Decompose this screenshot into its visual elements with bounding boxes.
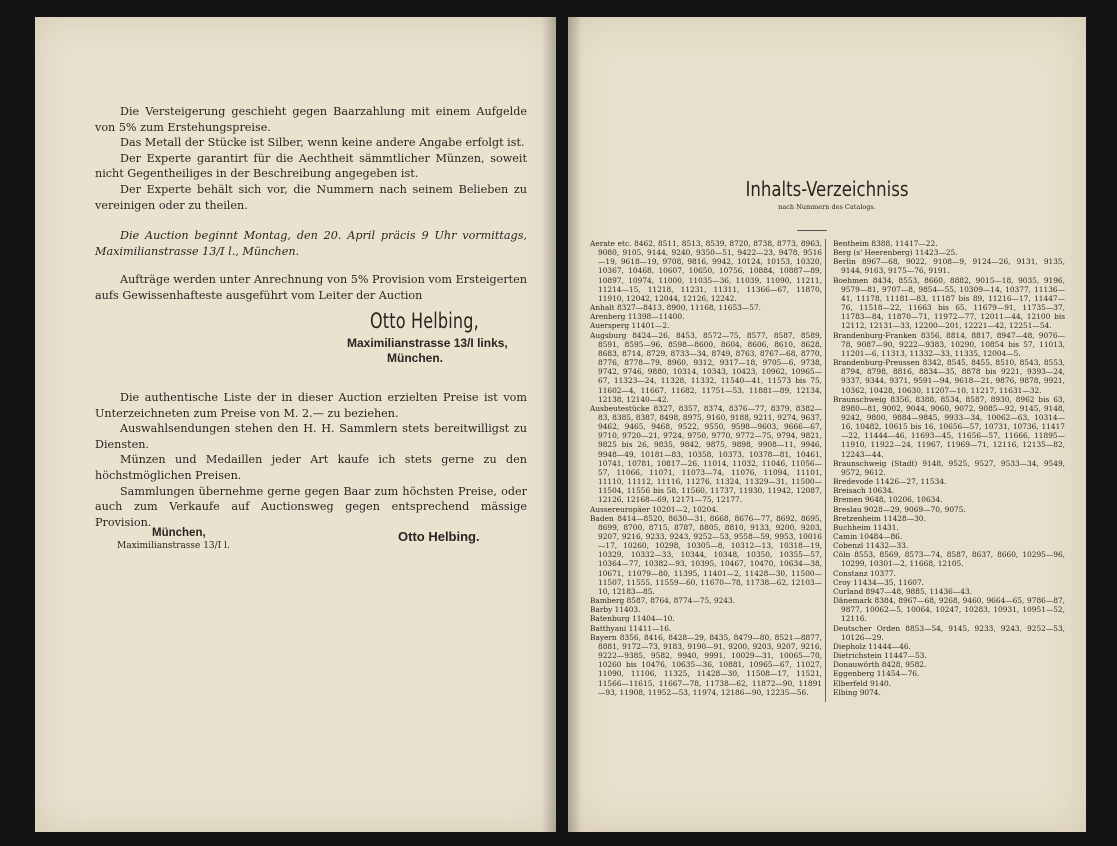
index-entry: Berlin 8967—68, 9022, 9108—9, 9124—26, 9131, 9135, 9144, 9163, 9175—76, 9191.: [833, 257, 1065, 276]
notice-paragraph: Auswahlsendungen stehen den H. H. Sammlern stets bereitwilligst zu Diensten.: [95, 422, 527, 451]
index-entry: Baden 8414—8520, 8630—31, 8668, 8676—77, 8692, 8695, 8699, 8700, 8715, 8787, 8805, 8810, 9133, 9200, 9203, 9207, 9216, 9233, 9243, 9252—53, 9558—59, 9953, 10016—17, 10260, 10298, 10305—8, 10312—13, 10318—19, 10329, 10332—33, 10344, 10348, 10350, 10355—57, 10364—77, 10382—93, 10395, 10467, 10470, 10634—38, 10671, 11079—80, 11395, 11401—2, 11428—30, 11500—11507, 11555, 11559—60, 11670—78, 11738—62, 12103—10, 12183—85.: [590, 513, 822, 596]
signature-address: Maximilianstrasse 13/I l.: [117, 541, 230, 551]
commission-block: [95, 272, 527, 303]
index-entry: Aussereuropäer 10201—2, 10204.: [590, 504, 719, 514]
left-page: [35, 17, 556, 832]
index-entry: Cöln 8553, 8569, 8573—74, 8587, 8637, 8660, 10295—96, 10299, 10301—2, 11668, 12105.: [833, 550, 1065, 569]
index-entry: Constanz 10377.: [833, 568, 896, 578]
terms-paragraph: Der Experte behält sich vor, die Nummern nach seinem Belieben zu vereinigen oder zu theilen.: [95, 182, 527, 212]
index-column-1: [590, 239, 822, 697]
index-entry: Brandenburg-Preussen 8342, 8545, 8455, 8510, 8543, 8553, 8794, 8798, 8816, 8834—35, 8878 bis 9221, 9393—24, 9337, 9344, 9371, 9591—94, 9618—21, 9876, 9878, 9921, 10362, 10428, 10630, 11207—10, 11217, 11631—32.: [833, 358, 1065, 395]
index-entry: Croy 11434—35, 11607.: [833, 577, 925, 587]
index-entry: Bayern 8356, 8416, 8428—29, 8435, 8479—80, 8521—8877, 8881, 9172—73, 9183, 9190—91, 9200, 9203, 9207, 9216, 9222—9385, 9582, 9940, 9991, 10029—31, 10065—70, 10260 bis 10476, 10635—36, 10881, 10965—67, 11027, 11090, 11106, 11325, 11428—30, 11508—17, 11521, 11566—11615, 11667—78, 11738—62, 11872—90, 11891—93, 11908, 11952—53, 11974, 12186—90, 12235—56.: [590, 632, 822, 697]
index-entry: Elberfeld 9140.: [833, 678, 892, 688]
firm-name: Otto Helbing,: [370, 309, 479, 333]
index-entry: Aerate etc. 8462, 8511, 8513, 8539, 8720, 8738, 8773, 8963, 9080, 9105, 9144, 9240, 9350—51, 9422—23, 9478, 9516—19, 9618—19, 9708, 9816, 9942, 10124, 10153, 10320, 10367, 10468, 10607, 10650, 10756, 10884, 10887—89, 10897, 10974, 11000, 11035—36, 11039, 11090, 11211, 11214—15, 11218, 11231, 11311, 11366—67, 11870, 11910, 12042, 12044, 12126, 12242.: [590, 239, 822, 303]
notice-paragraph: Münzen und Medaillen jeder Art kaufe ich stets gerne zu den höchstmöglichen Preisen.: [95, 453, 527, 482]
index-entry: Deutscher Orden 8853—54, 9145, 9233, 9243, 9252—53, 10126—29.: [833, 623, 1065, 642]
index-entry: Anhalt 8327—8413, 8900, 11168, 11653—57.: [590, 303, 762, 313]
right-page: [568, 17, 1086, 832]
index-entry: Barby 11403.: [590, 605, 641, 615]
index-entry: Bretzenheim 11428—30.: [833, 513, 926, 523]
index-entry: Bentheim 8388, 11417—22.: [833, 239, 938, 248]
index-entry: Braunschweig 8356, 8388, 8534, 8587, 8930, 8962 bis 63, 8980—81, 9002, 9044, 9060, 9072, 9085—92, 9145, 9148, 9242, 9800, 9884—9845, 9933—34, 10062—63, 10314—16, 10482, 10615 bis 16, 10656—57, 10731, 10736, 11417—22, 11444—46, 11693—45, 11656—57, 11666, 11895—11910, 11922—24, 11967, 11969—71, 12116, 12135—82, 12243—44.: [833, 394, 1065, 459]
index-entry: Bremen 9648, 10206, 10634.: [833, 495, 943, 505]
index-entry: Bamberg 8587, 8764, 8774—75, 9243.: [590, 596, 736, 606]
notice-paragraph: Die authentische Liste der in dieser Auction erzielten Preise ist vom Unterzeichneten zum Preise von M. 2.— zu beziehen.: [95, 391, 527, 420]
index-entry: Augsburg 8424—26, 8453, 8572—75, 8577, 8587, 8589, 8591, 8595—96, 8598—8600, 8604, 8606, 8610, 8628, 8683, 8714, 8729, 8733—34, 8749, 8763, 8767—68, 8770, 8776, 8778—79, 8960, 9312, 9317—18, 9705—6, 9738, 9742, 9746, 9880, 10314, 10343, 10423, 10962, 10965—67, 11323—24, 11328, 11332, 11540—41, 11573 bis 75, 11602—4, 11667, 11682, 11751—53, 11881—89, 12134, 12138, 12140—42.: [590, 330, 822, 404]
gutter-shadow: [568, 17, 582, 832]
index-entry: Boehmen 8434, 8553, 8660, 8882, 9015—18, 9035, 9196, 9579—81, 9707—8, 9854—55, 10309—14, 10377, 11136—41, 11178, 11181—83, 11187 bis 89, 11216—17, 11447—76, 11518—22, 11663 bis 65, 11679—91, 11735—37, 11783—84, 11870—71, 11972—77, 12011—44, 12100 bis 12112, 12131—33, 12200—201, 12221—42, 12251—54.: [833, 275, 1065, 331]
index-entry: Diepholz 11444—46.: [833, 641, 911, 651]
commission-note: Aufträge werden unter Anrechnung von 5% Provision vom Ersteigerten aufs Gewissenhafteste ausgeführt vom Leiter der Auction: [95, 273, 527, 302]
gutter-shadow: [542, 17, 556, 832]
index-entry: Breisach 10634.: [833, 486, 895, 496]
index-entry: Ausbeutestücke 8327, 8357, 8374, 8376—77, 8379, 8382—83, 8385, 8387, 8498, 8975, 9160, 9188, 9211, 9274, 9637, 9462, 9465, 9468, 9522, 9550, 9598—9603, 9666—67, 9710, 9720—21, 9724, 9750, 9770, 9772—75, 9794, 9821, 9825 bis 26, 9835, 9842, 9875, 9898, 9908—11, 9946, 9948—49, 10181—83, 10358, 10373, 10378—81, 10461, 10741, 10781, 10817—26, 11014, 11032, 11046, 11056—57, 11066, 11071, 11073—74, 11076, 11094, 11101, 11110, 11112, 11116, 11276, 11324, 11329—31, 11500—11504, 11556 bis 58, 11560, 11737, 11930, 11942, 12087, 12126, 12168—69, 12171—75, 12177.: [590, 403, 822, 505]
terms-paragraph: Die Versteigerung geschieht gegen Baarzahlung mit einem Aufgelde von 5% zum Erstehungspreise.: [95, 105, 527, 134]
index-subtitle: nach Nummern des Catalogs.: [778, 203, 876, 211]
index-entry: Batthyani 11411—16.: [590, 623, 672, 633]
index-title: Inhalts-Verzeichniss: [745, 177, 909, 201]
index-entry: Batenburg 11404—10.: [590, 614, 675, 624]
title-divider: [797, 230, 827, 231]
index-column-2: [833, 239, 1065, 697]
index-entry: Donauwörth 8428, 9582.: [833, 660, 927, 670]
column-divider: [825, 239, 826, 702]
terms-paragraph: Das Metall der Stücke ist Silber, wenn keine andere Angabe erfolgt ist.: [120, 136, 525, 150]
index-entry: Elbing 9074.: [833, 687, 881, 697]
index-entry: Bredevode 11426—27, 11534.: [833, 477, 947, 487]
terms-paragraph: Der Experte garantirt für die Aechtheit sämmtlicher Münzen, soweit nicht Gegentheiliges in der Beschreibung angegeben ist.: [95, 151, 527, 181]
index-entry: Dietrichstein 11447—53.: [833, 651, 927, 661]
firm-city: München.: [387, 351, 443, 365]
index-entry: Eggenberg 11454—76.: [833, 669, 920, 679]
index-entry: Berg (s' Heerenberg) 11423—25.: [833, 248, 958, 258]
index-entry: Auersperg 11401—2.: [590, 321, 670, 331]
auction-date: Die Auction beginnt Montag, den 20. April präcis 9 Uhr vormittags, Maximilianstrasse 13/I l., München.: [95, 229, 527, 258]
signature-name: Otto Helbing.: [398, 529, 480, 544]
index-entry: Cobenzl 11432—33.: [833, 541, 909, 551]
notice-paragraph: Sammlungen übernehme gerne gegen Baar zum höchsten Preise, oder auch zum Verkaufe auf Auctionsweg gegen entsprechend mässige Provision.: [95, 484, 527, 529]
firm-address: Maximilianstrasse 13/I links,: [347, 336, 508, 350]
auction-date-block: [95, 228, 527, 259]
index-entry: Brandenburg-Franken 8356, 8814, 8817, 8947—48, 9076—78, 9087—90, 9222—9383, 10290, 10854 bis 57, 11013, 11201—6, 11313, 11332—33, 11335, 12004—5.: [833, 330, 1065, 358]
index-entry: Buchheim 11431.: [833, 522, 899, 532]
index-entry: Arenberg 11398—11400.: [590, 312, 685, 322]
terms-block: [95, 104, 527, 213]
index-entry: Dänemark 8384, 8967—68, 9268, 9460, 9664—65, 9786—87, 9877, 10062—5, 10064, 10247, 10283, 10931, 10951—52, 12116.: [833, 596, 1065, 624]
index-entry: Breslau 9028—29, 9069—70, 9075.: [833, 504, 966, 514]
notices-block: [95, 390, 527, 530]
signature-city: München,: [152, 527, 206, 539]
index-entry: Camin 10484—86.: [833, 532, 903, 541]
index-entry: Braunschweig (Stadt) 9148, 9525, 9527, 9533—34, 9549, 9572, 9612.: [833, 458, 1065, 477]
index-entry: Curland 8947—48, 9885, 11436—43.: [833, 586, 973, 596]
